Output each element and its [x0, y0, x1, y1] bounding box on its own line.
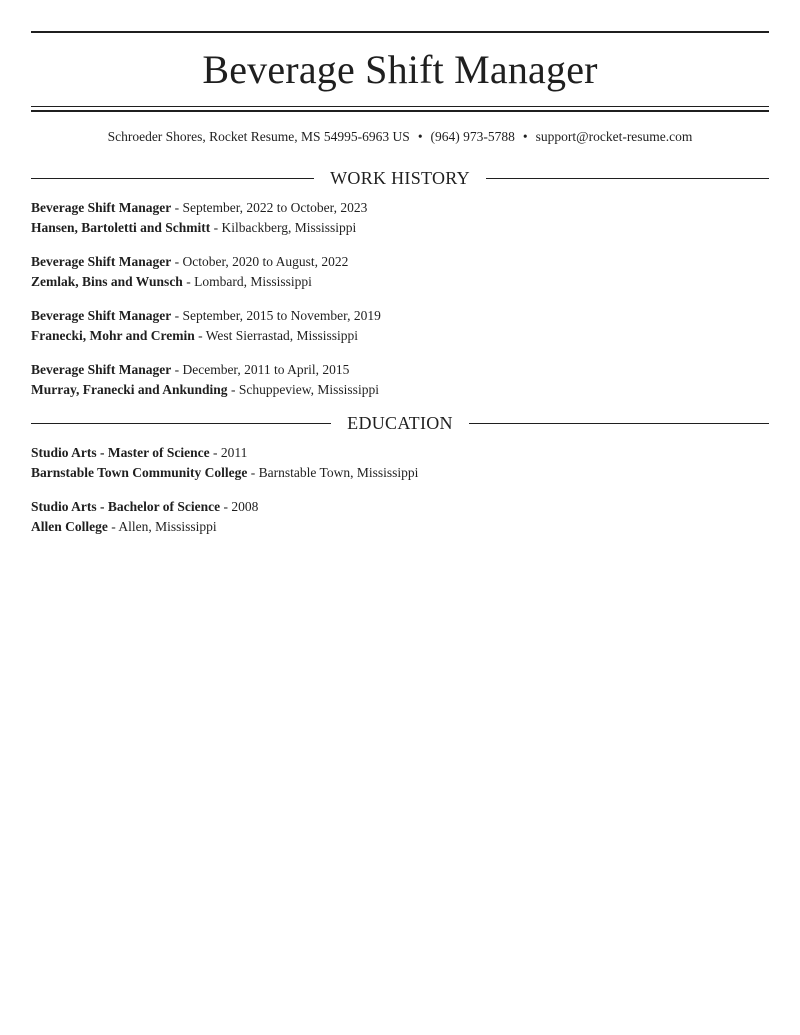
work-entry [31, 252, 769, 292]
school-location: Allen, Mississippi [118, 519, 217, 534]
job-dates: October, 2020 to August, 2022 [182, 254, 349, 269]
company-name: Hansen, Bartoletti and Schmitt [31, 220, 211, 235]
work-history-list [31, 198, 769, 400]
job-dates: September, 2015 to November, 2019 [182, 308, 381, 323]
work-entry-title-line: Beverage Shift Manager - September, 2015 to November, 2019 [31, 308, 381, 323]
heading-rule-left [31, 178, 314, 179]
work-entry-title-line: Beverage Shift Manager - September, 2022 to October, 2023 [31, 200, 368, 215]
education-entry-degree-line: Studio Arts - Master of Science - 2011 [31, 445, 248, 460]
company-name: Franecki, Mohr and Cremin [31, 328, 195, 343]
page-title: Beverage Shift Manager [202, 47, 598, 92]
job-title: Beverage Shift Manager [31, 254, 172, 269]
work-history-heading [31, 167, 769, 189]
education-entry-degree-line: Studio Arts - Bachelor of Science - 2008 [31, 499, 259, 514]
work-history-heading-label: WORK HISTORY [330, 168, 470, 188]
company-location: West Sierrastad, Mississippi [205, 328, 359, 343]
work-entry-company-line: Zemlak, Bins and Wunsch - Lombard, Mississippi [31, 274, 312, 289]
school-name: Allen College [31, 519, 108, 534]
work-entry [31, 306, 769, 346]
work-entry [31, 360, 769, 400]
work-entry-company-line: Murray, Franecki and Ankunding - Schuppeview, Mississippi [31, 382, 379, 397]
top-rule [31, 31, 769, 33]
job-title: Beverage Shift Manager [31, 362, 172, 377]
education-heading [31, 412, 769, 434]
degree-year: 2011 [220, 445, 248, 460]
contact-line [31, 128, 769, 146]
education-entry-school-line: Barnstable Town Community College - Barnstable Town, Mississippi [31, 465, 419, 480]
job-title: Beverage Shift Manager [31, 308, 172, 323]
work-entry-title-line: Beverage Shift Manager - December, 2011 to April, 2015 [31, 362, 350, 377]
company-name: Murray, Franecki and Ankunding [31, 382, 228, 397]
degree-name: Studio Arts - Master of Science [31, 445, 210, 460]
resume-page [31, 31, 769, 551]
education-entry-school-line: Allen College - Allen, Mississippi [31, 519, 217, 534]
contact-email: support@rocket-resume.com [535, 129, 693, 144]
education-list [31, 443, 769, 537]
contact-separator: • [417, 129, 423, 144]
degree-year: 2008 [231, 499, 259, 514]
work-entry-title-line: Beverage Shift Manager - October, 2020 to August, 2022 [31, 254, 349, 269]
education-entry [31, 443, 769, 483]
title-double-rule [31, 106, 769, 112]
education-heading-label: EDUCATION [347, 413, 453, 433]
job-title: Beverage Shift Manager [31, 200, 172, 215]
school-location: Barnstable Town, Mississippi [258, 465, 419, 480]
heading-rule-right [486, 178, 769, 179]
company-location: Schuppeview, Mississippi [238, 382, 379, 397]
education-entry [31, 497, 769, 537]
degree-name: Studio Arts - Bachelor of Science [31, 499, 221, 514]
company-location: Kilbackberg, Mississippi [221, 220, 357, 235]
company-location: Lombard, Mississippi [194, 274, 312, 289]
job-dates: December, 2011 to April, 2015 [182, 362, 350, 377]
heading-rule-right [469, 423, 769, 424]
heading-rule-left [31, 423, 331, 424]
company-name: Zemlak, Bins and Wunsch [31, 274, 183, 289]
work-entry-company-line: Franecki, Mohr and Cremin - West Sierrastad, Mississippi [31, 328, 359, 343]
contact-address: Schroeder Shores, Rocket Resume, MS 54995-6963 US [107, 129, 410, 144]
school-name: Barnstable Town Community College [31, 465, 248, 480]
work-entry [31, 198, 769, 238]
job-dates: September, 2022 to October, 2023 [182, 200, 368, 215]
work-entry-company-line: Hansen, Bartoletti and Schmitt - Kilbackberg, Mississippi [31, 220, 357, 235]
contact-separator: • [522, 129, 528, 144]
contact-phone: (964) 973-5788 [430, 129, 515, 144]
